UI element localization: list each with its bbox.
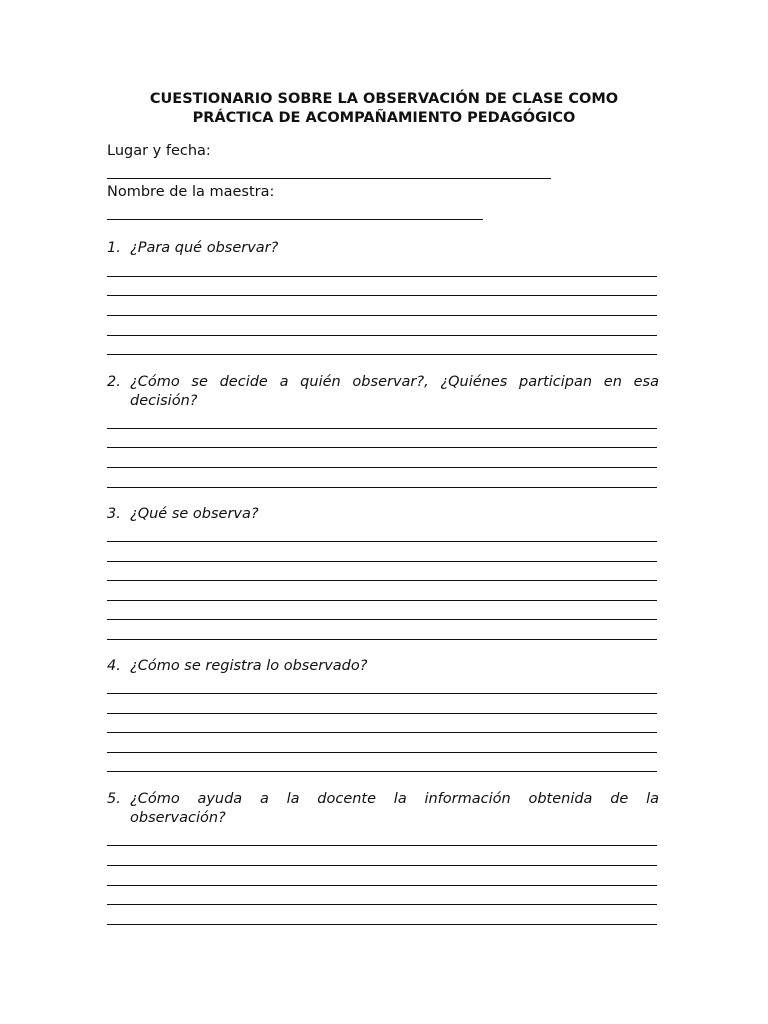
question-text: ¿Para qué observar? [130, 240, 279, 256]
question-number: 3. [107, 506, 121, 522]
question-5 [107, 790, 659, 828]
teacher-name-label: Nombre de la maestra: [107, 184, 275, 200]
answer-line[interactable] [107, 693, 657, 694]
document-title [100, 90, 668, 128]
answer-line[interactable] [107, 845, 657, 846]
question-text: ¿Cómo se registra lo observado? [130, 658, 368, 674]
answer-line[interactable] [107, 467, 657, 468]
question-number: 2. [107, 374, 121, 390]
title-line-1: CUESTIONARIO SOBRE LA OBSERVACIÓN DE CLASE COMO [149, 91, 619, 107]
question-2 [107, 373, 659, 411]
question-number: 4. [107, 658, 121, 674]
answer-line[interactable] [107, 619, 657, 620]
answer-line[interactable] [107, 447, 657, 448]
question-number: 5. [107, 791, 121, 807]
answer-line[interactable] [107, 600, 657, 601]
question-3 [107, 505, 659, 524]
answer-line[interactable] [107, 865, 657, 866]
answer-line[interactable] [107, 315, 657, 316]
answer-line[interactable] [107, 354, 657, 355]
question-number: 1. [107, 240, 121, 256]
answer-line[interactable] [107, 924, 657, 925]
answer-line[interactable] [107, 295, 657, 296]
question-4 [107, 657, 659, 676]
answer-line[interactable] [107, 428, 657, 429]
title-line-2: PRÁCTICA DE ACOMPAÑAMIENTO PEDAGÓGICO [192, 110, 576, 126]
place-date-label: Lugar y fecha: [107, 143, 211, 159]
answer-line[interactable] [107, 904, 657, 905]
answer-line[interactable] [107, 561, 657, 562]
question-text: ¿Cómo ayuda a la docente la información obtenida de la [130, 791, 659, 807]
answer-line[interactable] [107, 732, 657, 733]
place-date-line[interactable] [107, 178, 551, 179]
answer-line[interactable] [107, 771, 657, 772]
answer-line[interactable] [107, 541, 657, 542]
answer-line[interactable] [107, 487, 657, 488]
answer-line[interactable] [107, 752, 657, 753]
answer-line[interactable] [107, 580, 657, 581]
question-text: ¿Cómo se decide a quién observar?, ¿Quiénes participan en esa [130, 374, 659, 390]
answer-line[interactable] [107, 639, 657, 640]
answer-line[interactable] [107, 276, 657, 277]
question-text-continued: decisión? [130, 393, 198, 409]
answer-line[interactable] [107, 713, 657, 714]
answer-line[interactable] [107, 885, 657, 886]
question-text: ¿Qué se observa? [130, 506, 259, 522]
answer-line[interactable] [107, 335, 657, 336]
question-1 [107, 239, 659, 258]
teacher-name-line[interactable] [107, 219, 483, 220]
question-text-continued: observación? [130, 810, 226, 826]
